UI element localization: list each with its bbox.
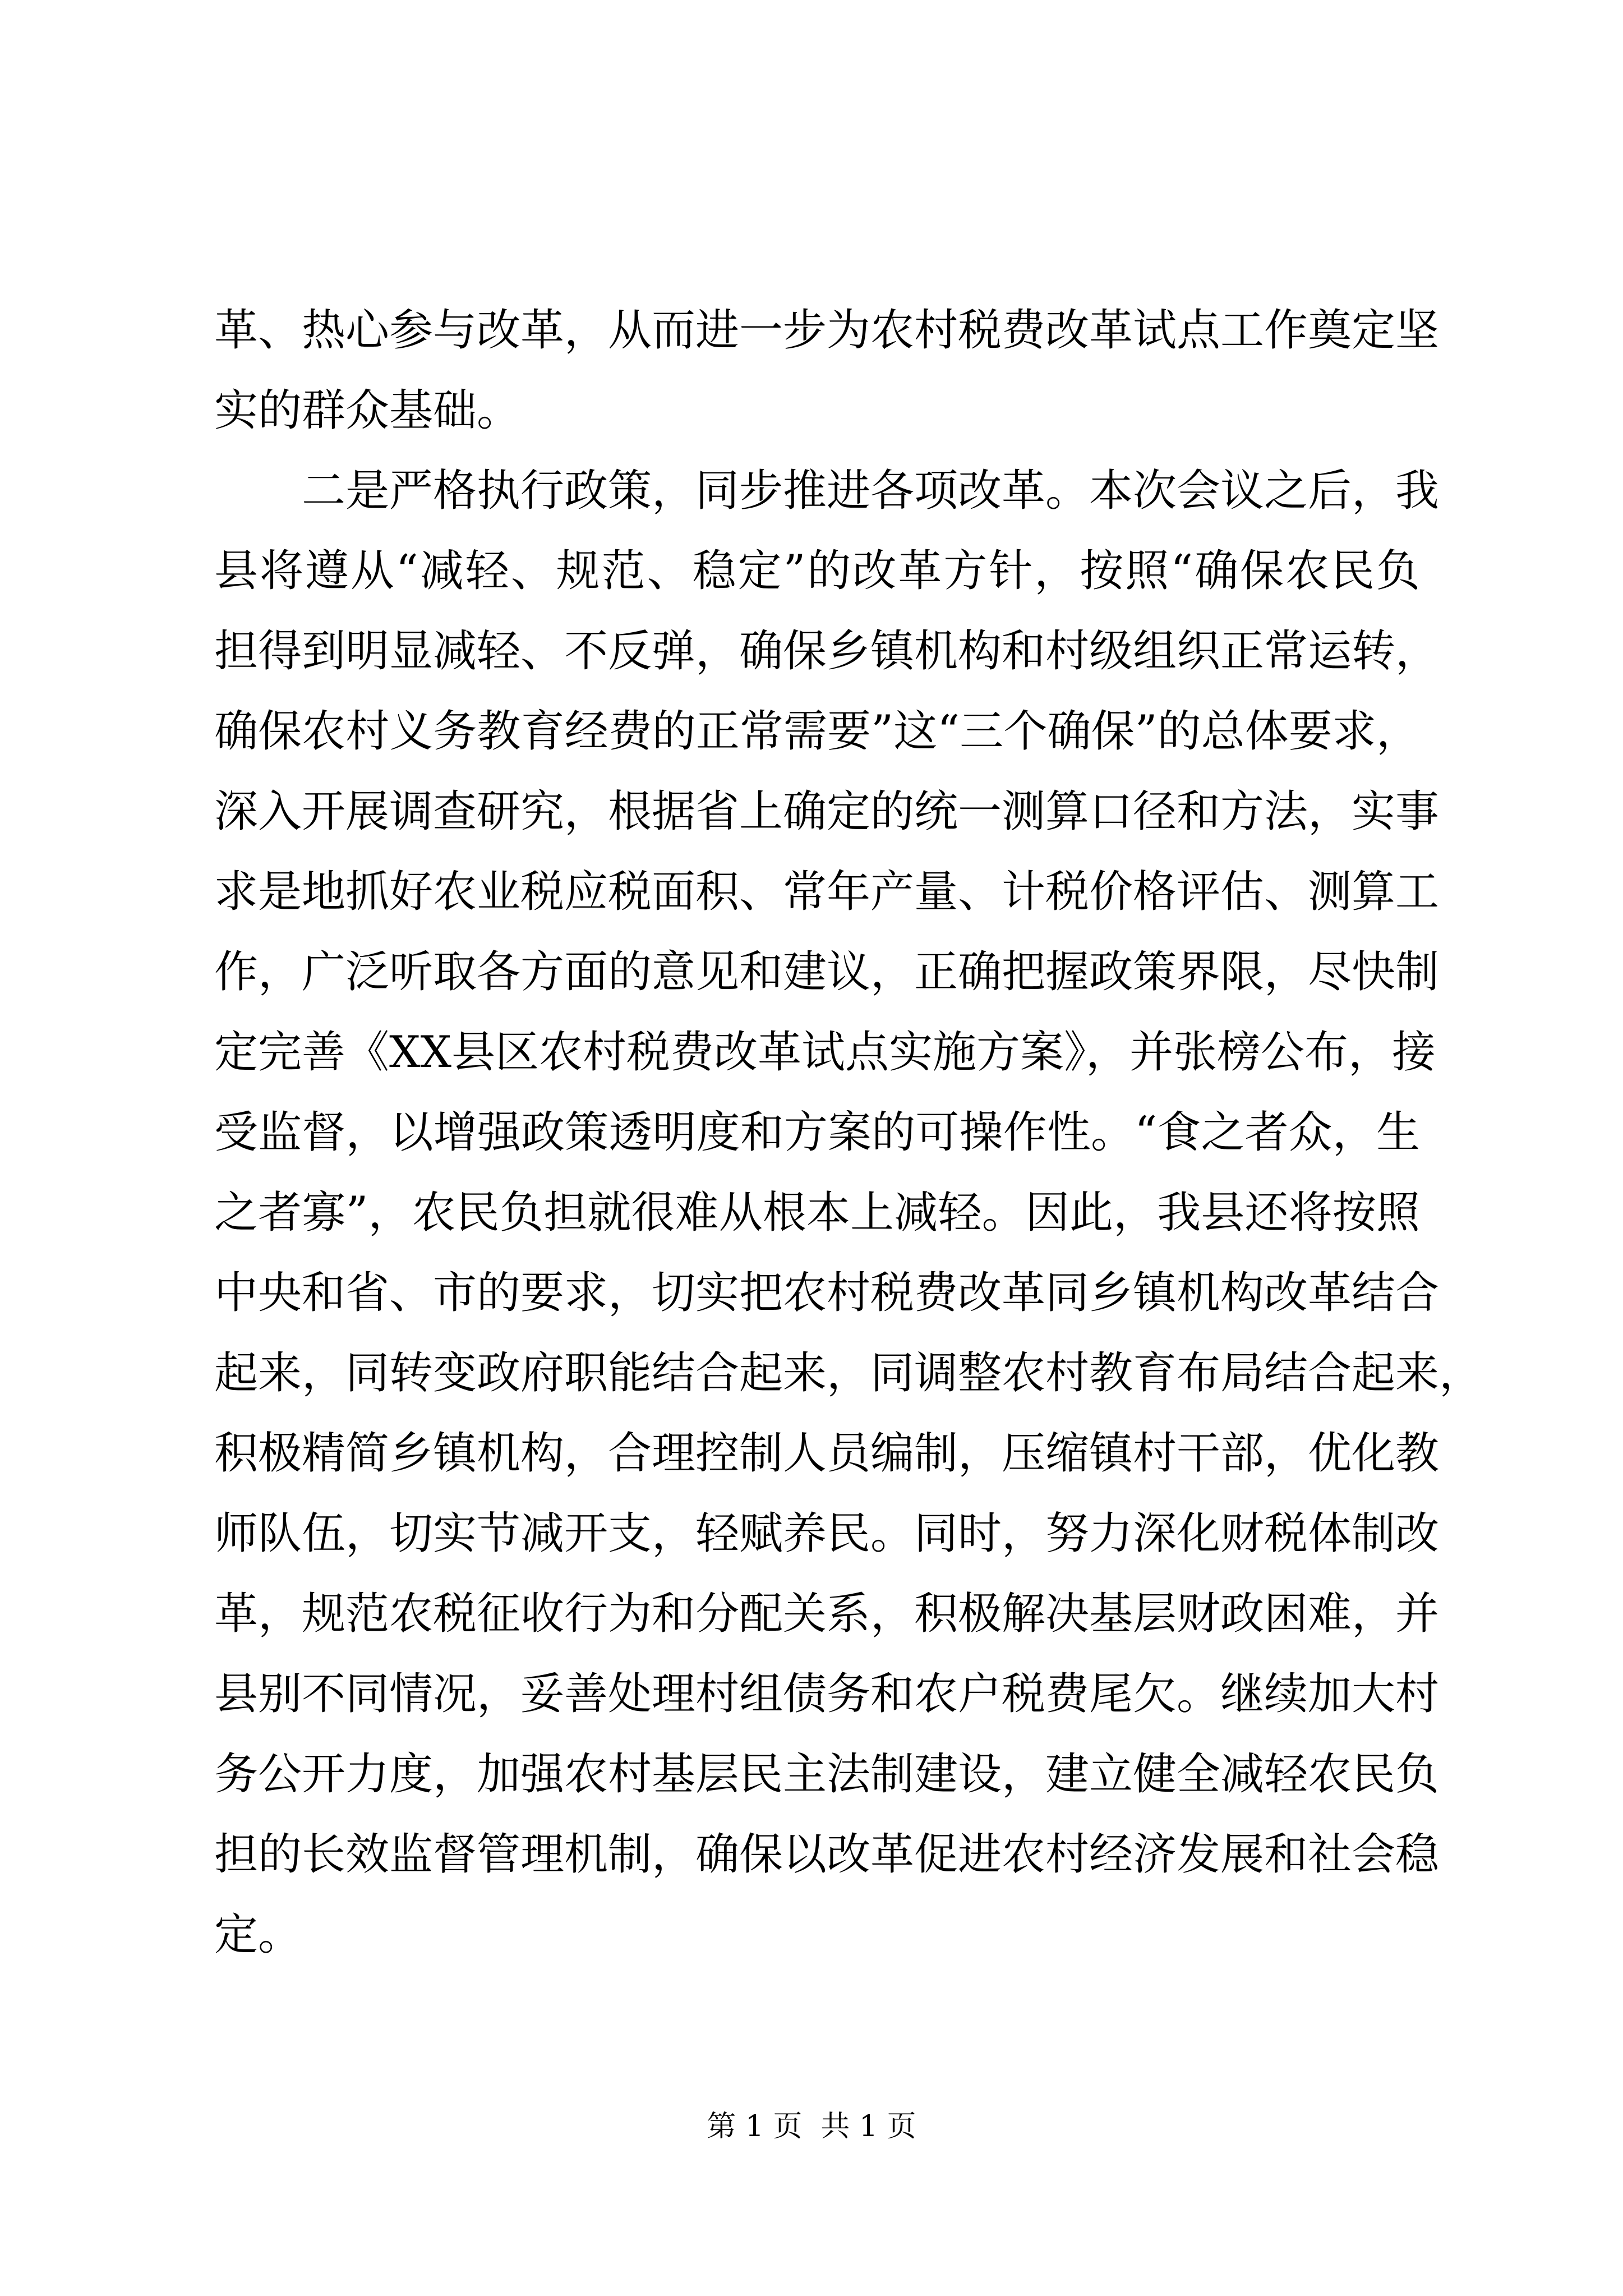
body-text <box>214 291 1483 1975</box>
text-line: 县将遵从“减轻、规范、稳定”的改革方针，按照“确保农民负 <box>214 546 1420 596</box>
text-line: 务公开力度，加强农村基层民主法制建设，建立健全减轻农民负 <box>214 1749 1440 1800</box>
text-line: 深入开展调查研究，根据省上确定的统一测算口径和方法，实事 <box>214 786 1440 837</box>
text-line: 作，广泛听取各方面的意见和建议，正确把握政策界限，尽快制 <box>214 947 1440 997</box>
text-line: 确保农村义务教育经费的正常需要”这“三个确保”的总体要求， <box>214 706 1420 757</box>
text-line: 担的长效监督管理机制，确保以改革促进农村经济发展和社会稳 <box>214 1829 1440 1880</box>
text-line: 定完善《XX县区农村税费改革试点实施方案》，并张榜公布，接 <box>214 1027 1436 1078</box>
text-line: 二是严格执行政策，同步推进各项改革。本次会议之后，我 <box>214 466 1440 516</box>
text-line: 定。 <box>214 1910 302 1960</box>
text-line: 担得到明显减轻、不反弹，确保乡镇机构和村级组织正常运转， <box>214 626 1440 677</box>
text-line: 师队伍，切实节减开支，轻赋养民。同时，努力深化财税体制改 <box>214 1508 1440 1559</box>
text-line: 县别不同情况，妥善处理村组债务和农户税费尾欠。继续加大村 <box>214 1669 1440 1719</box>
text-line: 革，规范农税征收行为和分配关系，积极解决基层财政困难，并 <box>214 1589 1440 1639</box>
page-number-footer: 第 1 页 共 1 页 <box>707 2110 916 2143</box>
text-line: 积极精简乡镇机构，合理控制人员编制，压缩镇村干部，优化教 <box>214 1428 1440 1479</box>
text-line: 中央和省、市的要求，切实把农村税费改革同乡镇机构改革结合 <box>214 1268 1440 1318</box>
text-line: 求是地抓好农业税应税面积、常年产量、计税价格评估、测算工 <box>214 867 1440 917</box>
text-line: 起来，同转变政府职能结合起来，同调整农村教育布局结合起来， <box>214 1348 1483 1398</box>
text-line: 之者寡”，农民负担就很难从根本上减轻。因此，我县还将按照 <box>214 1188 1420 1238</box>
text-line: 受监督，以增强政策透明度和方案的可操作性。“食之者众，生 <box>214 1107 1420 1158</box>
text-line: 革、热心参与改革，从而进一步为农村税费改革试点工作奠定坚 <box>214 305 1440 356</box>
text-line: 实的群众基础。 <box>214 385 521 436</box>
